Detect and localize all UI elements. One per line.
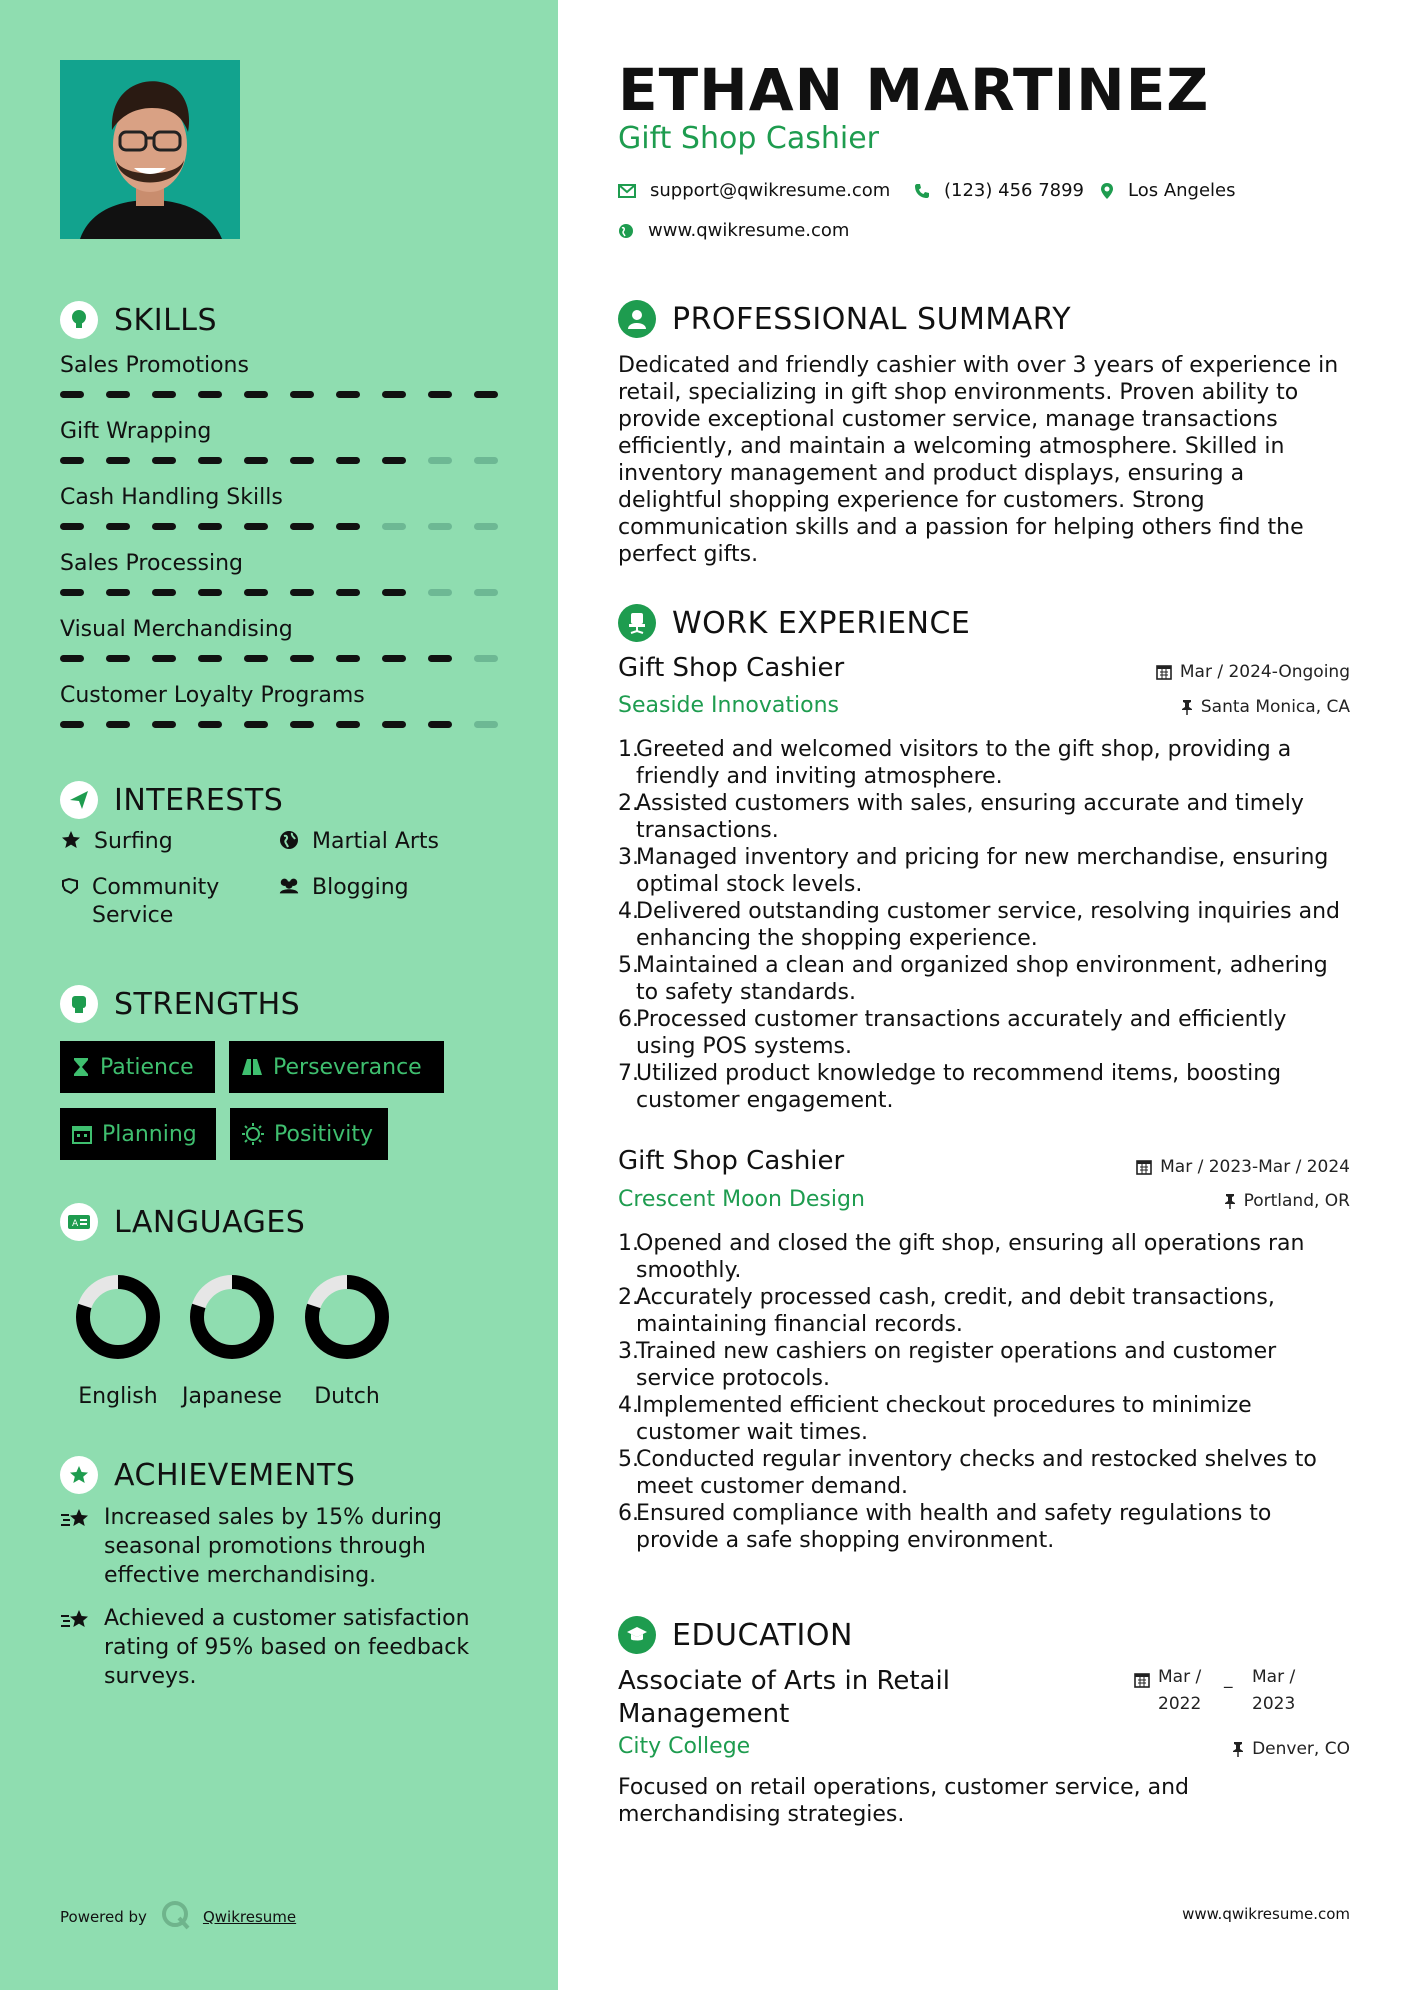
trophy-star-icon [60,1456,98,1494]
phone-contact [914,180,1084,201]
rating-dash [152,457,176,464]
languages-heading [60,1203,305,1241]
language-item [177,1272,287,1409]
rating-dash [428,721,452,728]
calendar-icon [1136,1159,1152,1175]
footer-url[interactable]: www.qwikresume.com [1182,1905,1350,1923]
rating-dash [428,391,452,398]
duty-item: 7. Utilized product knowledge to recommend items, boosting customer engagement. [618,1061,1282,1113]
skill-rating [60,523,500,531]
rating-dash [336,589,360,596]
degree-title: Associate of Arts in Retail Management [618,1666,950,1729]
svg-text:A: A [72,1219,79,1229]
strengths-heading [60,985,300,1023]
job-location: Santa Monica, CA [1181,697,1350,717]
duty-item: 2. Accurately processed cash, credit, and debit transactions, maintaining financial records. [618,1285,1275,1337]
rating-dash [474,721,498,728]
rating-dash [198,523,222,530]
rating-dash [106,523,130,530]
date-separator: _ [1224,1669,1233,1689]
school-name: City College [618,1734,751,1759]
job-duties-list [618,736,1350,1114]
skill-item [60,415,500,481]
language-donut [63,1272,173,1362]
education-heading [618,1616,853,1654]
skill-name: Customer Loyalty Programs [60,683,365,708]
duty-item: 2. Assisted customers with sales, ensuring accurate and timely transactions. [618,791,1304,843]
rating-dash [428,523,452,530]
rating-dash [382,391,406,398]
rating-dash [382,457,406,464]
thumbtack-icon [1181,699,1193,715]
skill-name: Cash Handling Skills [60,485,283,510]
duty-item: 1. Greeted and welcomed visitors to the gift shop, providing a friendly and inviting atmosphere. [618,737,1292,789]
interests-title: INTERESTS [114,782,284,818]
skill-name: Visual Merchandising [60,617,293,642]
rating-dash [474,391,498,398]
rating-dash [290,523,314,530]
rating-dash [152,721,176,728]
rating-dash [198,655,222,662]
job-duties-list [618,1230,1350,1554]
rating-dash [428,457,452,464]
map-pin-icon [1100,182,1114,200]
profile-photo [60,60,240,239]
skills-title: SKILLS [114,302,218,338]
road-icon [241,1058,263,1076]
achievements-list [60,1503,500,1705]
language-donut [292,1272,402,1362]
rating-dash [290,589,314,596]
envelope-icon [618,184,636,198]
summary-title: PROFESSIONAL SUMMARY [672,301,1072,337]
job-title: Gift Shop Cashier [618,653,845,683]
location-contact [1100,180,1236,201]
summary-text: Dedicated and friendly cashier with over 3 years of experience in retail, specializing in gift shop environments. Proven ability to provide exceptional customer service, manage transactions efficiently, and maintain a welcoming atmosphere. Skilled in inventory management and product displays, ensuring a delightful shopping experience for customers. Strong communication skills and a passion for helping others find the perfect gifts. [618,353,1339,567]
qwikresume-link[interactable]: Qwikresume [202,1908,297,1926]
company-name: Seaside Innovations [618,693,839,718]
rating-dash [152,391,176,398]
rating-dash [382,589,406,596]
hourglass-icon [72,1057,90,1077]
calendar-icon [72,1124,92,1144]
interest-item: Community Service [60,874,240,930]
language-item [292,1272,402,1409]
rating-dash [106,589,130,596]
rating-dash [106,457,130,464]
job-location: Portland, OR [1224,1191,1350,1211]
skill-item [60,481,500,547]
rating-dash [290,391,314,398]
globe-icon [278,828,300,850]
rating-dash [336,655,360,662]
strength-tag: Positivity [230,1108,388,1160]
rating-dash [60,523,84,530]
paper-plane-icon [60,781,98,819]
rating-dash [336,391,360,398]
duty-item: 5. Conducted regular inventory checks and restocked shelves to meet customer demand. [618,1447,1317,1499]
duty-item: 4. Delivered outstanding customer service, resolving inquiries and enhancing the shopping experience. [618,899,1340,951]
qwikresume-logo-icon [161,1900,191,1934]
skill-rating [60,589,500,597]
duty-item: 3. Managed inventory and pricing for new merchandise, ensuring optimal stock levels. [618,845,1329,897]
rating-dash [244,721,268,728]
language-donut [177,1272,287,1362]
job-dates: Mar / 2023-Mar / 2024 [1136,1157,1350,1177]
rating-dash [474,589,498,596]
skill-rating [60,457,500,465]
lightbulb-icon [60,301,98,339]
phone-icon [914,183,930,199]
skill-item [60,613,500,679]
duty-item: 5. Maintained a clean and organized shop environment, adhering to safety standards. [618,953,1328,1005]
rating-dash [244,655,268,662]
skills-list [60,349,500,745]
strengths-title: STRENGTHS [114,986,301,1022]
education-title: EDUCATION [672,1617,853,1653]
strength-tag: Perseverance [229,1041,444,1093]
rating-dash [198,457,222,464]
rating-dash [60,655,84,662]
rating-dash [106,391,130,398]
rating-dash [244,457,268,464]
duty-item: 4. Implemented efficient checkout procedures to minimize customer wait times. [618,1393,1252,1445]
rating-dash [198,391,222,398]
rating-dash [428,655,452,662]
skill-item [60,547,500,613]
sidebar [0,0,558,1990]
skill-item [60,349,500,415]
phone-number: (123) 456 7899 [944,180,1085,201]
skill-name: Sales Processing [60,551,244,576]
fist-icon [60,985,98,1023]
company-name: Crescent Moon Design [618,1187,865,1212]
job-dates: Mar / 2024-Ongoing [1156,662,1350,682]
interests-heading [60,781,283,819]
languages-title: LANGUAGES [114,1204,306,1240]
sun-icon [242,1123,264,1145]
achievements-heading [60,1456,355,1494]
office-chair-icon [618,604,656,642]
language-name: Japanese [182,1384,282,1409]
language-name: Dutch [314,1384,380,1409]
rating-dash [60,721,84,728]
experience-heading [618,604,970,642]
user-icon [618,300,656,338]
rating-dash [198,721,222,728]
education-description: Focused on retail operations, customer service, and merchandising strategies. [618,1775,1189,1827]
language-name: English [78,1384,158,1409]
rating-dash [106,721,130,728]
calendar-icon [1134,1664,1150,1718]
rating-dash [152,589,176,596]
candidate-name: ETHAN MARTINEZ [618,56,1210,124]
skill-rating [60,721,500,729]
language-item [63,1272,173,1409]
rating-dash [290,457,314,464]
rating-dash [336,457,360,464]
skill-name: Gift Wrapping [60,419,212,444]
rating-dash [382,655,406,662]
interest-item: Surfing [60,828,173,856]
education-start: Mar / 2022 [1158,1667,1202,1714]
handshake-icon [60,874,80,896]
rating-dash [106,655,130,662]
language-icon [60,1203,98,1241]
graduation-cap-icon [618,1616,656,1654]
interest-item: Blogging [278,874,409,902]
skill-name: Sales Promotions [60,353,249,378]
rating-dash [244,391,268,398]
summary-heading [618,300,1071,338]
achievement-item: Increased sales by 15% during seasonal promotions through effective merchandising. [60,1503,500,1590]
shooting-star-icon [60,1604,92,1636]
powered-by: Powered by Qwikresume [60,1900,296,1934]
rating-dash [336,721,360,728]
rating-dash [290,655,314,662]
rating-dash [244,523,268,530]
experience-title: WORK EXPERIENCE [672,605,971,641]
globe-icon [618,223,634,239]
strength-tag: Patience [60,1041,215,1093]
location-text: Los Angeles [1128,180,1236,201]
duty-item: 3. Trained new cashiers on register operations and customer service protocols. [618,1339,1277,1391]
rating-dash [152,523,176,530]
main-content [618,0,1350,1990]
thumbtack-icon [1224,1193,1236,1209]
rating-dash [60,457,84,464]
education-end: Mar / 2023 [1252,1667,1296,1714]
duty-item: 6. Ensured compliance with health and safety regulations to provide a safe shopping environment. [618,1501,1272,1553]
thumbtack-icon [1232,1741,1244,1757]
rating-dash [198,589,222,596]
rating-dash [60,391,84,398]
calendar-icon [1156,664,1172,680]
rating-dash [382,523,406,530]
email-link[interactable]: support@qwikresume.com [650,180,891,201]
rating-dash [336,523,360,530]
achievement-item: Achieved a customer satisfaction rating of 95% based on feedback surveys. [60,1604,500,1691]
star-icon [60,828,82,850]
website-contact [618,220,849,241]
skill-rating [60,655,500,663]
education-dates [1134,1664,1312,1718]
rating-dash [428,589,452,596]
duty-item: 1. Opened and closed the gift shop, ensuring all operations ran smoothly. [618,1231,1305,1283]
email-contact [618,180,890,201]
job-title: Gift Shop Cashier [618,1146,845,1176]
candidate-role: Gift Shop Cashier [618,121,880,156]
duty-item: 6. Processed customer transactions accurately and efficiently using POS systems. [618,1007,1287,1059]
interest-item: Martial Arts [278,828,439,856]
rating-dash [290,721,314,728]
website-link[interactable]: www.qwikresume.com [648,220,850,241]
strength-tag: Planning [60,1108,216,1160]
achievements-title: ACHIEVEMENTS [114,1457,356,1493]
skills-heading [60,301,217,339]
shooting-star-icon [60,1503,92,1535]
rating-dash [244,589,268,596]
education-location: Denver, CO [1232,1739,1350,1759]
rating-dash [474,457,498,464]
skill-item [60,679,500,745]
rating-dash [60,589,84,596]
rating-dash [474,523,498,530]
skill-rating [60,391,500,399]
users-icon [278,874,300,896]
rating-dash [382,721,406,728]
rating-dash [474,655,498,662]
rating-dash [152,655,176,662]
